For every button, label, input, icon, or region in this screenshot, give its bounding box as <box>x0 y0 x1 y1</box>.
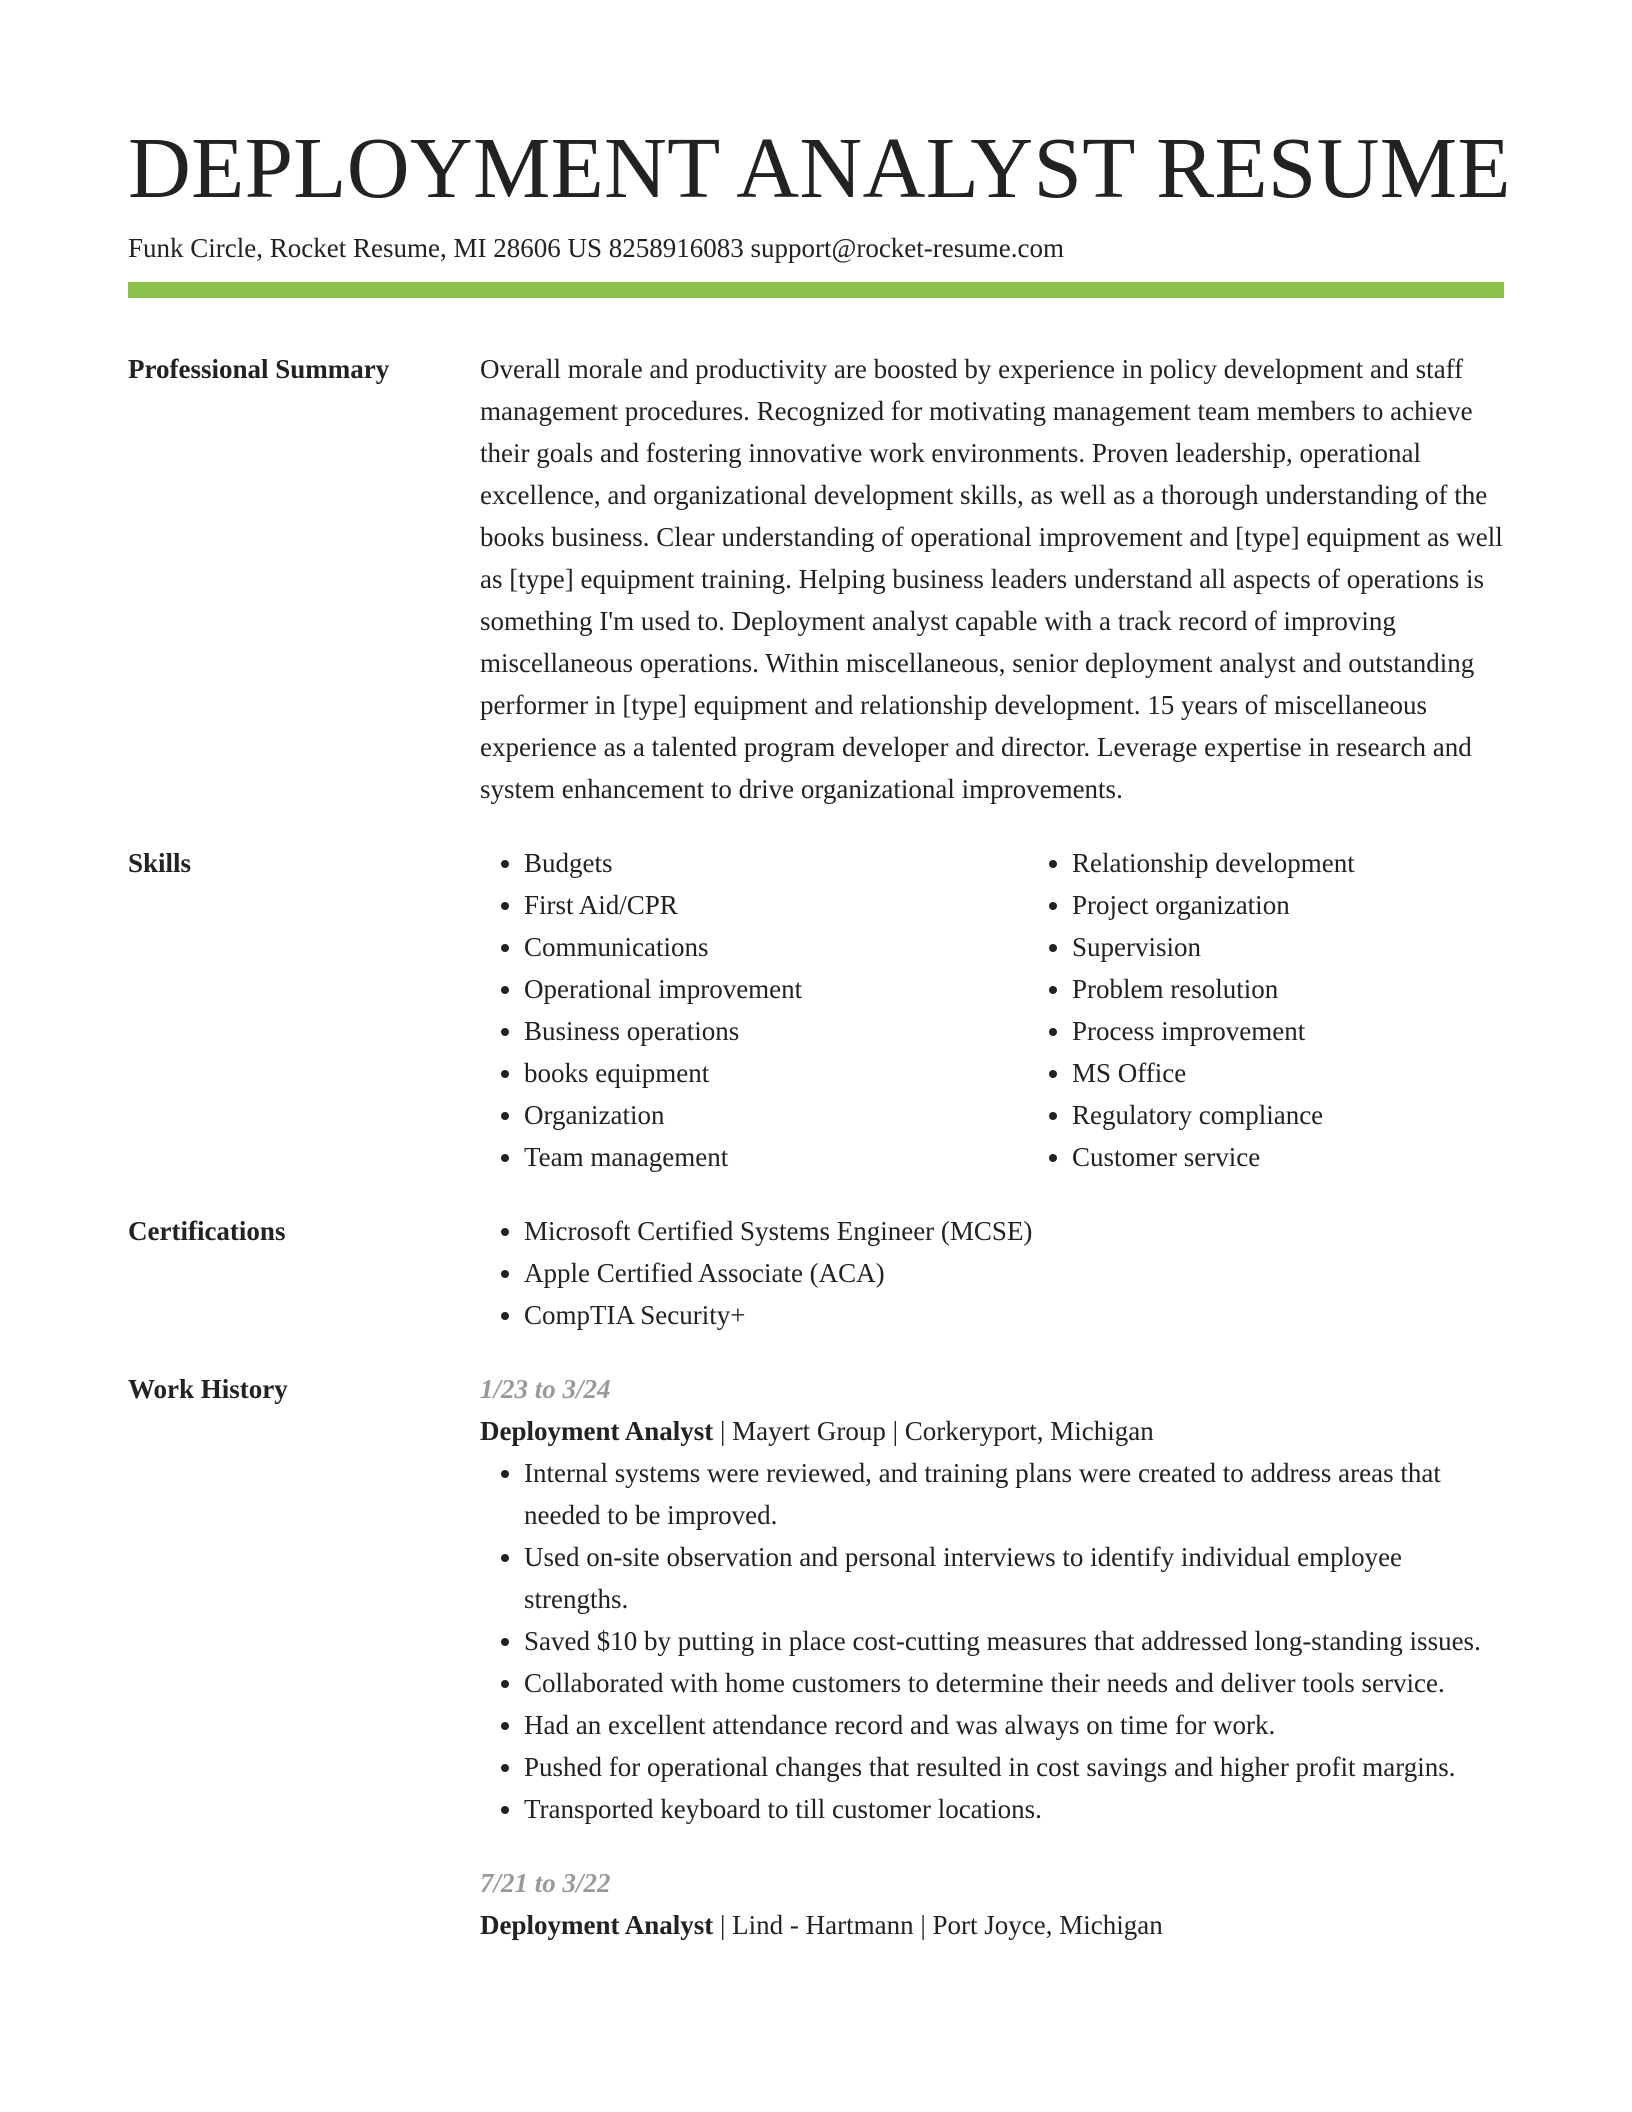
certifications-list <box>480 1210 1504 1336</box>
skill-item: • books equipment <box>524 1052 1028 1094</box>
job-bullet: • Internal systems were reviewed, and training plans were created to address areas that needed to be improved. <box>524 1452 1504 1536</box>
job-header <box>480 1904 1504 1946</box>
contact-line: Funk Circle, Rocket Resume, MI 28606 US 8258916083 support@rocket-resume.com <box>128 233 1064 263</box>
skill-item: • Operational improvement <box>524 968 1028 1010</box>
skill-item: • Process improvement <box>1072 1010 1576 1052</box>
skills-list-left <box>480 842 1028 1178</box>
certifications-heading: Certifications <box>128 1216 286 1246</box>
certifications-section <box>128 1210 1504 1336</box>
job-details: | Mayert Group | Corkeryport, Michigan <box>713 1416 1154 1446</box>
skill-item: • Problem resolution <box>1072 968 1576 1010</box>
skill-item: • First Aid/CPR <box>524 884 1028 926</box>
accent-divider <box>128 282 1504 298</box>
skill-item: • Supervision <box>1072 926 1576 968</box>
skill-item: • Customer service <box>1072 1136 1576 1178</box>
job-bullet: • Saved $10 by putting in place cost-cutting measures that addressed long-standing issues. <box>524 1620 1504 1662</box>
job-details: | Lind - Hartmann | Port Joyce, Michigan <box>713 1910 1163 1940</box>
resume-title: DEPLOYMENT ANALYST RESUME <box>128 119 1511 216</box>
skill-item: • Relationship development <box>1072 842 1576 884</box>
summary-section <box>128 348 1504 810</box>
skill-item: • Communications <box>524 926 1028 968</box>
skill-item: • Business operations <box>524 1010 1028 1052</box>
job-title: Deployment Analyst <box>480 1910 714 1940</box>
skill-item: • Regulatory compliance <box>1072 1094 1576 1136</box>
job-date: 1/23 to 3/24 <box>480 1374 611 1404</box>
certification-item: • Microsoft Certified Systems Engineer (MCSE) <box>524 1210 1504 1252</box>
work-history-heading: Work History <box>128 1374 288 1404</box>
job-bullet: • Had an excellent attendance record and was always on time for work. <box>524 1704 1504 1746</box>
job-bullet: • Used on-site observation and personal interviews to identify individual employee strengths. <box>524 1536 1504 1620</box>
skills-list-right <box>1028 842 1576 1178</box>
job-date: 7/21 to 3/22 <box>480 1868 611 1898</box>
job-header <box>480 1410 1504 1452</box>
resume-page <box>128 0 1511 1946</box>
certification-item: • CompTIA Security+ <box>524 1294 1504 1336</box>
job-bullet: • Pushed for operational changes that resulted in cost savings and higher profit margins. <box>524 1746 1504 1788</box>
job-entry <box>480 1368 1504 1830</box>
job-bullet: • Collaborated with home customers to determine their needs and deliver tools service. <box>524 1662 1504 1704</box>
job-title: Deployment Analyst <box>480 1416 714 1446</box>
skill-item: • Project organization <box>1072 884 1576 926</box>
summary-text: Overall morale and productivity are boosted by experience in policy development and staff management procedures. Recognized for motivating management team members to achieve their goals and fostering innovative work environments. Proven leadership, operational excellence, and organizational development skills, as well as a thorough understanding of the books business. Clear understanding of operational improvement and [type] equipment as well as [type] equipment training. Helping business leaders understand all aspects of operations is something I'm used to. Deployment analyst capable with a track record of improving miscellaneous operations. Within miscellaneous, senior deployment analyst and outstanding performer in [type] equipment and relationship development. 15 years of miscellaneous experience as a talented program developer and director. Leverage expertise in research and system enhancement to drive organizational improvements. <box>480 354 1503 804</box>
work-history-section <box>128 1368 1504 1946</box>
skills-section <box>128 842 1504 1178</box>
certification-item: • Apple Certified Associate (ACA) <box>524 1252 1504 1294</box>
job-entry <box>480 1862 1504 1946</box>
skill-item: • Team management <box>524 1136 1028 1178</box>
summary-heading: Professional Summary <box>128 354 390 384</box>
skill-item: • MS Office <box>1072 1052 1576 1094</box>
skills-heading: Skills <box>128 848 192 878</box>
skill-item: • Organization <box>524 1094 1028 1136</box>
job-bullets <box>480 1452 1504 1830</box>
skill-item: • Budgets <box>524 842 1028 884</box>
job-bullet: • Transported keyboard to till customer locations. <box>524 1788 1504 1830</box>
